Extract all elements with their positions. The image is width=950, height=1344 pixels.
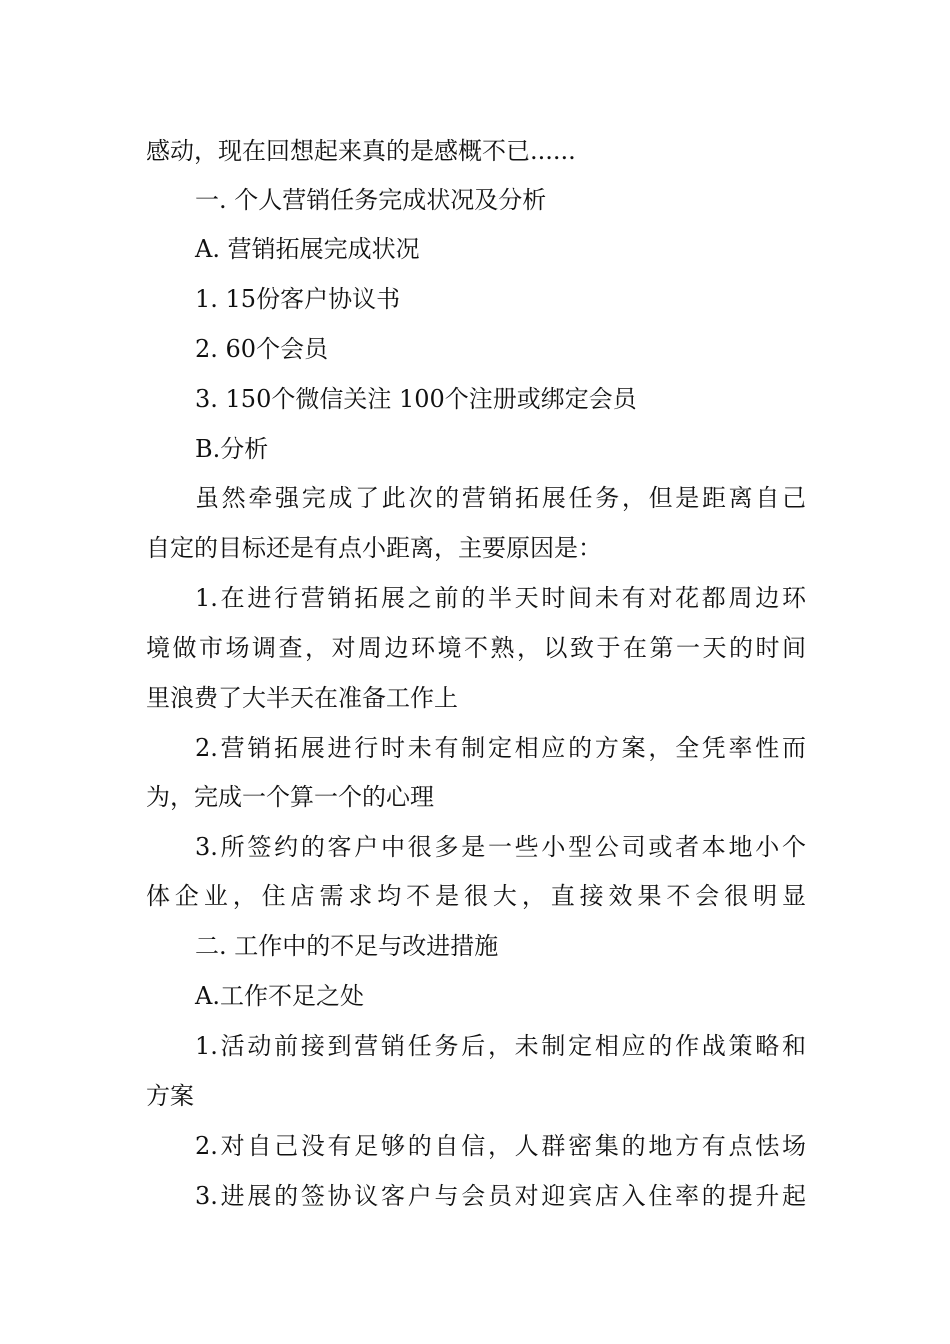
list-item: 2.营销拓展进行时未有制定相应的方案，全凭率性而 [195, 734, 806, 762]
subsection-heading: A. 营销拓展完成状况 [195, 235, 420, 263]
list-item: 1. 15份客户协议书 [195, 285, 401, 313]
list-item: 3. 150个微信关注 100个注册或绑定会员 [195, 385, 637, 413]
list-item: 3.进展的签协议客户与会员对迎宾店入住率的提升起 [195, 1182, 806, 1210]
section-heading: 二. 工作中的不足与改进措施 [195, 932, 499, 960]
paragraph-line: 虽然牵强完成了此次的营销拓展任务，但是距离自己 [195, 484, 806, 512]
paragraph-line: 境做市场调查，对周边环境不熟，以致于在第一天的时间 [146, 634, 806, 662]
section-heading: 一. 个人营销任务完成状况及分析 [195, 186, 547, 214]
subsection-heading: A.工作不足之处 [195, 982, 364, 1010]
list-item: 3.所签约的客户中很多是一些小型公司或者本地小个 [195, 833, 806, 861]
list-item: 2. 60个会员 [195, 335, 329, 363]
subsection-heading: B.分析 [195, 435, 269, 463]
text-line: 感动，现在回想起来真的是感概不已...... [146, 137, 576, 165]
paragraph-line: 体企业，住店需求均不是很大，直接效果不会很明显 [146, 882, 806, 910]
paragraph-line: 为，完成一个算一个的心理 [146, 783, 434, 811]
list-item: 1.在进行营销拓展之前的半天时间未有对花都周边环 [195, 584, 806, 612]
paragraph-line: 方案 [146, 1082, 194, 1110]
paragraph-line: 里浪费了大半天在准备工作上 [146, 684, 458, 712]
list-item: 2.对自己没有足够的自信，人群密集的地方有点怯场 [195, 1132, 806, 1160]
paragraph-line: 自定的目标还是有点小距离，主要原因是： [146, 534, 602, 562]
list-item: 1.活动前接到营销任务后，未制定相应的作战策略和 [195, 1032, 806, 1060]
